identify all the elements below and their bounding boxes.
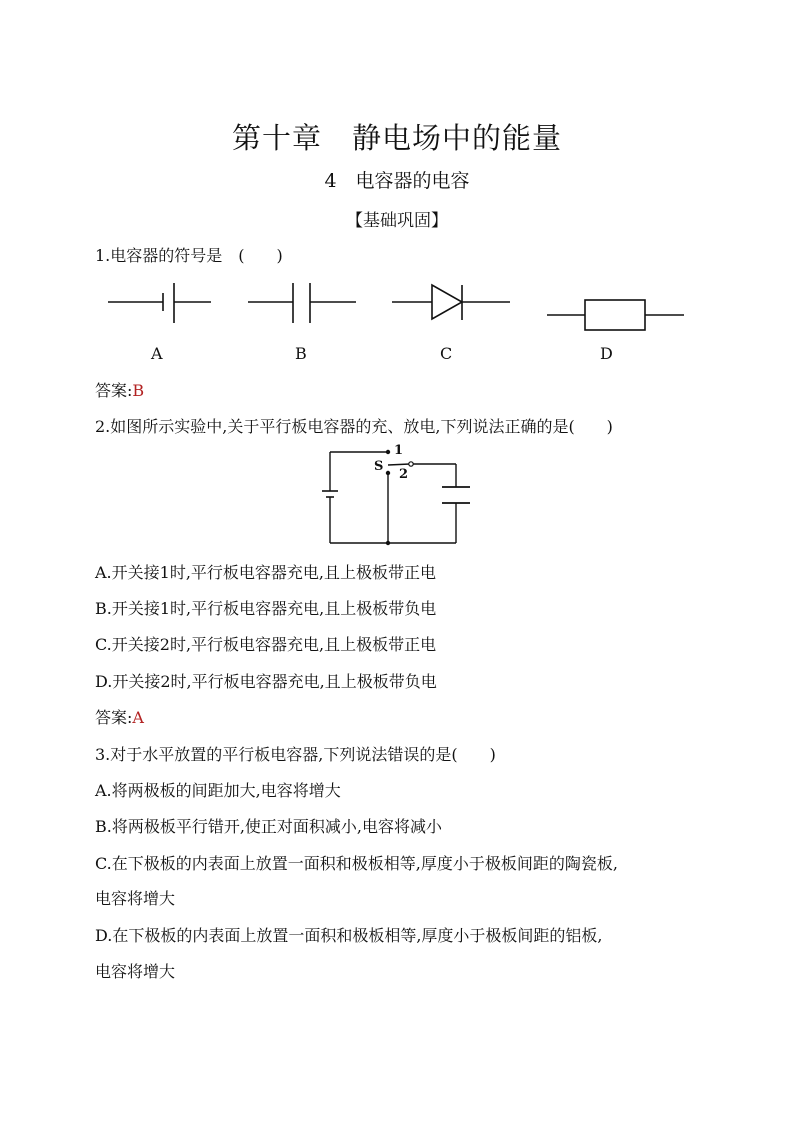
question-3-option-d: D.在下极板的内表面上放置一面积和极板相等,厚度小于极板间距的铝板, [95, 926, 603, 945]
answer-value: B [132, 381, 145, 400]
symbol-c-label: C [440, 344, 453, 363]
question-3-option-a: A.将两极板的间距加大,电容将增大 [95, 781, 341, 800]
symbol-c-diode [392, 283, 512, 323]
answer-label: 答案: [95, 381, 133, 400]
symbol-a-battery [108, 283, 218, 323]
circuit-diagram [320, 445, 480, 555]
switch-label: S [374, 459, 384, 474]
question-2-answer [95, 705, 144, 728]
question-3-option-c: C.在下极板的内表面上放置一面积和极板相等,厚度小于极板间距的陶瓷板, [95, 854, 618, 873]
question-2-option-c: C.开关接2时,平行板电容器充电,且上极板带正电 [95, 635, 437, 654]
symbol-d-resistor [547, 297, 687, 333]
question-1-stem: 1.电容器的符号是 ( ) [95, 246, 283, 265]
terminal-1-label: 1 [394, 443, 404, 458]
question-3-option-d-continued: 电容将增大 [95, 962, 176, 981]
question-2-option-d: D.开关接2时,平行板电容器充电,且上极板带负电 [95, 672, 437, 691]
terminal-2-label: 2 [399, 467, 409, 482]
question-3-option-c-continued: 电容将增大 [95, 889, 176, 908]
symbol-b-capacitor [248, 283, 358, 323]
symbol-d-label: D [600, 344, 613, 363]
answer-label: 答案: [95, 708, 133, 727]
symbol-a-label: A [151, 344, 163, 363]
question-2-option-b: B.开关接1时,平行板电容器充电,且上极板带负电 [95, 599, 437, 618]
question-3-stem: 3.对于水平放置的平行板电容器,下列说法错误的是( ) [95, 745, 496, 764]
section-title: 【基础巩固】 [346, 211, 448, 231]
question-2-option-a: A.开关接1时,平行板电容器充电,且上极板带正电 [95, 563, 436, 582]
question-1-answer [95, 378, 144, 401]
lesson-title: 4 电容器的电容 [324, 170, 470, 192]
question-2-stem: 2.如图所示实验中,关于平行板电容器的充、放电,下列说法正确的是( ) [95, 417, 613, 436]
chapter-title: 第十章 静电场中的能量 [231, 121, 562, 155]
answer-value: A [132, 708, 144, 727]
symbol-b-label: B [295, 344, 307, 363]
question-3-option-b: B.将两极板平行错开,使正对面积减小,电容将减小 [95, 817, 443, 836]
